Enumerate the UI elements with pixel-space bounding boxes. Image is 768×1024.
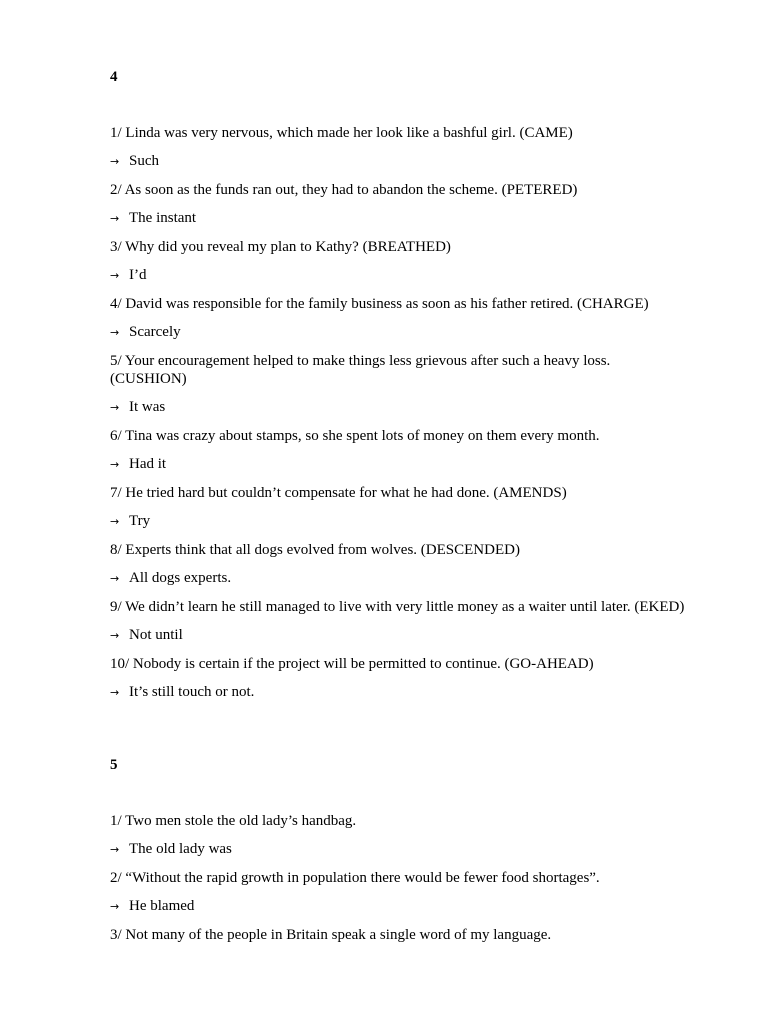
exercise-section-5 bbox=[110, 756, 690, 944]
answer-line bbox=[110, 626, 690, 645]
exercise-section-4 bbox=[110, 68, 690, 702]
exercise-item bbox=[110, 655, 690, 702]
answer-prompt: Try bbox=[129, 513, 151, 529]
arrow-icon: → bbox=[110, 458, 120, 471]
answer-line bbox=[110, 266, 690, 285]
answer-line bbox=[110, 512, 690, 531]
question-text: 3/ Why did you reveal my plan to Kathy? (BREATHED) bbox=[110, 239, 451, 255]
answer-line bbox=[110, 152, 690, 171]
question-text: 2/ As soon as the funds ran out, they had to abandon the scheme. (PETERED) bbox=[110, 182, 578, 198]
answer-prompt: Scarcely bbox=[129, 324, 181, 340]
question-text: 1/ Two men stole the old lady’s handbag. bbox=[110, 813, 357, 829]
question-text: 5/ Your encouragement helped to make things less grievous after such a heavy loss. (CUSHION) bbox=[110, 353, 611, 387]
exercise-item bbox=[110, 427, 690, 474]
answer-line bbox=[110, 840, 690, 859]
answer-prompt: All dogs experts. bbox=[129, 570, 232, 586]
answer-prompt: He blamed bbox=[129, 898, 195, 914]
exercise-item bbox=[110, 484, 690, 531]
exercise-item bbox=[110, 541, 690, 588]
question-text: 8/ Experts think that all dogs evolved from wolves. (DESCENDED) bbox=[110, 542, 520, 558]
exercise-item bbox=[110, 238, 690, 285]
answer-line bbox=[110, 398, 690, 417]
answer-prompt: It was bbox=[129, 399, 166, 415]
arrow-icon: → bbox=[110, 326, 120, 339]
document-page bbox=[110, 68, 690, 954]
answer-line bbox=[110, 683, 690, 702]
question-text: 6/ Tina was crazy about stamps, so she spent lots of money on them every month. bbox=[110, 428, 600, 444]
question-text: 10/ Nobody is certain if the project will be permitted to continue. (GO-AHEAD) bbox=[110, 656, 594, 672]
exercise-item bbox=[110, 869, 690, 916]
arrow-icon: → bbox=[110, 686, 120, 699]
answer-line bbox=[110, 209, 690, 228]
exercise-item bbox=[110, 124, 690, 171]
arrow-icon: → bbox=[110, 843, 120, 856]
question-text: 3/ Not many of the people in Britain speak a single word of my language. bbox=[110, 927, 552, 943]
arrow-icon: → bbox=[110, 900, 120, 913]
exercise-item bbox=[110, 352, 690, 417]
exercise-item bbox=[110, 598, 690, 645]
arrow-icon: → bbox=[110, 212, 120, 225]
answer-prompt: Such bbox=[129, 153, 159, 169]
answer-line bbox=[110, 323, 690, 342]
question-text: 2/ “Without the rapid growth in population there would be fewer food shortages”. bbox=[110, 870, 600, 886]
arrow-icon: → bbox=[110, 629, 120, 642]
question-text: 4/ David was responsible for the family business as soon as his father retired. (CHARGE) bbox=[110, 296, 649, 312]
section-number: 5 bbox=[110, 757, 118, 773]
exercise-item bbox=[110, 812, 690, 859]
arrow-icon: → bbox=[110, 515, 120, 528]
answer-prompt: It’s still touch or not. bbox=[129, 684, 255, 700]
exercise-item bbox=[110, 295, 690, 342]
answer-line bbox=[110, 897, 690, 916]
arrow-icon: → bbox=[110, 401, 120, 414]
answer-prompt: I’d bbox=[129, 267, 147, 283]
question-text: 9/ We didn’t learn he still managed to live with very little money as a waiter until later. (EKED) bbox=[110, 599, 685, 615]
exercise-item bbox=[110, 181, 690, 228]
question-text: 1/ Linda was very nervous, which made her look like a bashful girl. (CAME) bbox=[110, 125, 573, 141]
answer-prompt: The instant bbox=[129, 210, 197, 226]
answer-prompt: Had it bbox=[129, 456, 167, 472]
answer-prompt: The old lady was bbox=[129, 841, 232, 857]
answer-line bbox=[110, 455, 690, 474]
question-text: 7/ He tried hard but couldn’t compensate for what he had done. (AMENDS) bbox=[110, 485, 567, 501]
answer-line bbox=[110, 569, 690, 588]
arrow-icon: → bbox=[110, 572, 120, 585]
arrow-icon: → bbox=[110, 269, 120, 282]
arrow-icon: → bbox=[110, 155, 120, 168]
section-number: 4 bbox=[110, 69, 118, 85]
exercise-item bbox=[110, 926, 690, 944]
answer-prompt: Not until bbox=[129, 627, 183, 643]
